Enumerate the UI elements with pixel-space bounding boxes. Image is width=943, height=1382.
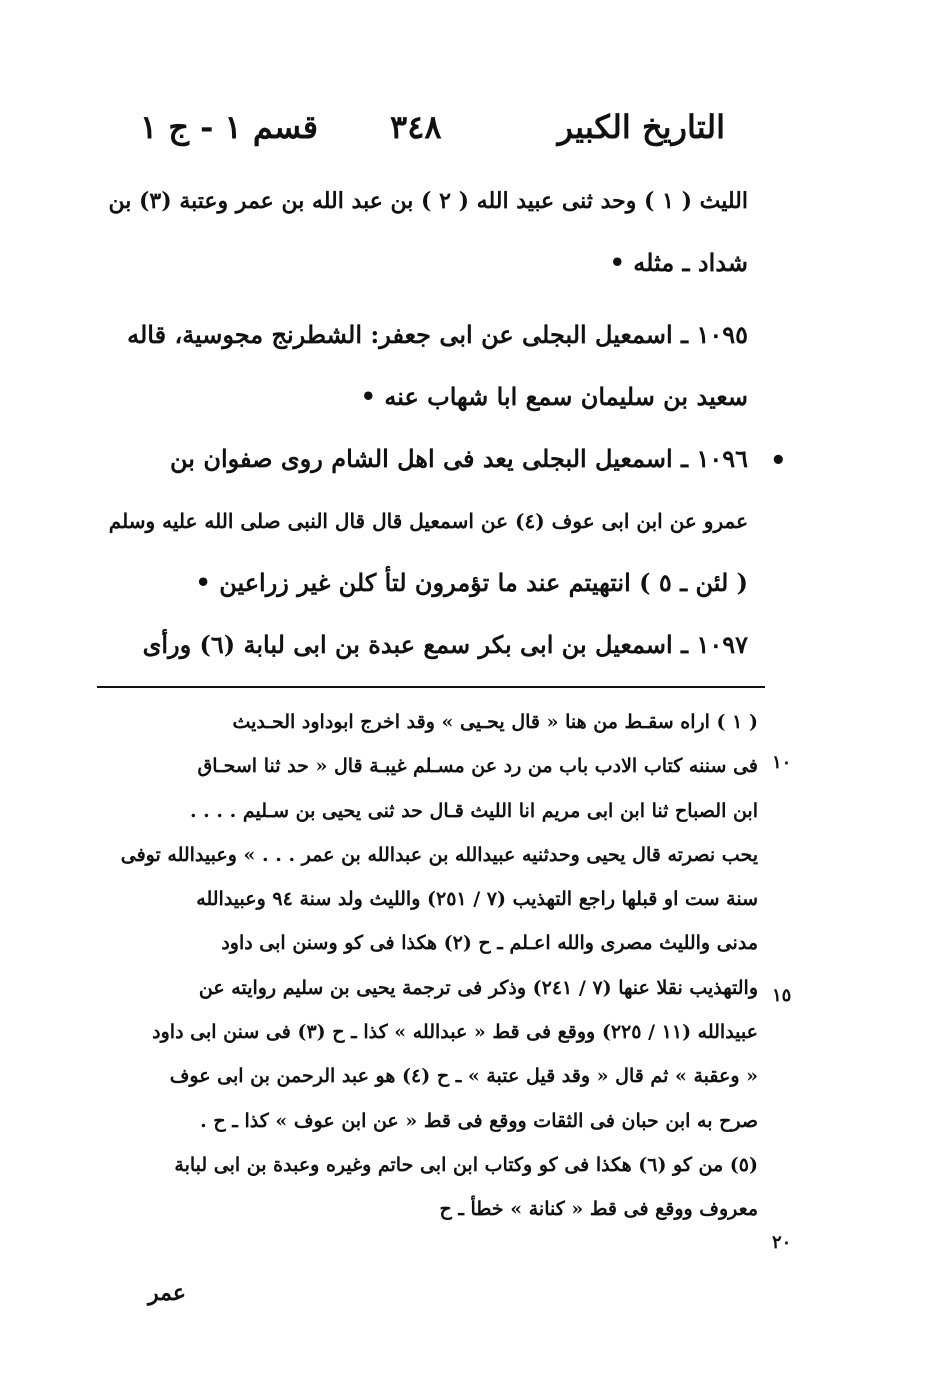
footnote-line: ابن الصباح ثنا ابن ابى مريم انا الليث قـال حد ثنى يحيى بن سـليم . . . .	[189, 799, 758, 822]
footnote-line: فى سننه كتاب الادب باب من رد عن مسـلم غيبـة قال « حد ثنا اسحـاق	[197, 755, 758, 778]
footnote-line: (٥) من كو (٦) هكذا فى كو وكتاب ابن ابى حاتم وغيره وعبدة بن ابى لبابة	[174, 1153, 758, 1176]
margin-line-number: ٢٠	[772, 1232, 792, 1253]
margin-bullet: •	[770, 446, 787, 476]
footnote-line: سنة ست او قبلها راجع التهذيب (٧ / ٢٥١) والليث ولد سنة ٩٤ وعبيدالله	[196, 888, 758, 911]
catchword: عمر	[148, 1280, 186, 1306]
page-number: ٣٤٨	[390, 108, 442, 146]
margin-line-number: ١٠	[772, 752, 792, 773]
main-line: عمرو عن ابن ابى عوف (٤) عن اسمعيل قال قال النبى صلى الله عليه وسلم	[108, 509, 748, 533]
main-text	[108, 170, 748, 676]
main-line: شداد ـ مثله •	[609, 248, 748, 277]
part-volume: قسم ١ - ج ١	[140, 108, 319, 146]
footnote-divider	[97, 686, 765, 688]
margin-line-number: ١٥	[772, 985, 792, 1006]
page-header	[140, 108, 725, 158]
entry-1095: ١٠٩٥ ـ اسمعيل البجلى عن ابى جعفر: الشطرنج مجوسية، قاله	[127, 320, 748, 349]
main-line: ( لئن ـ ٥ ) انتهيتم عند ما تؤمرون لتأ كلن غير زراعين •	[195, 568, 748, 597]
footnote-line: صرح به ابن حبان فى الثقات ووقع فى قط « عن ابن عوف » كذا ـ ح .	[200, 1109, 758, 1132]
footnotes	[108, 700, 758, 1232]
entry-1097: ١٠٩٧ ـ اسمعيل بن ابى بكر سمع عبدة بن ابى لبابة (٦) ورأى	[142, 630, 748, 659]
main-line: سعيد بن سليمان سمع ابا شهاب عنه •	[360, 382, 748, 411]
footnote-line: « وعقبة » ثم قال « وقد قيل عتبة » ـ ح (٤) هو عبد الرحمن بن ابى عوف	[169, 1065, 758, 1088]
footnote-line: عبيدالله (١١ / ٢٢٥) ووقع فى قط « عبدالله » كذا ـ ح (٣) فى سنن ابى داود	[152, 1021, 758, 1044]
footnote-line: مدنى والليث مصرى والله اعـلم ـ ح (٢) هكذا فى كو وسنن ابى داود	[221, 932, 758, 955]
main-line: الليث ( ١ ) وحد ثنى عبيد الله ( ٢ ) بن عبد الله بن عمر وعتبة (٣) بن	[108, 188, 748, 214]
footnote-line: معروف ووقع فى قط « كنانة » خطأ ـ ح	[439, 1198, 758, 1221]
book-title: التاريخ الكبير	[557, 108, 725, 146]
footnote-line: والتهذيب نقلا عنها (٧ / ٢٤١) وذكر فى ترجمة يحيى بن سليم روايته عن	[198, 976, 758, 999]
footnote-line: ( ١ ) اراه سقـط من هنا « قال يحـيى » وقد اخرج ابوداود الحـديث	[232, 711, 758, 733]
entry-1096: ١٠٩٦ ـ اسمعيل البجلى يعد فى اهل الشام روى صفوان بن	[170, 444, 748, 473]
footnote-line: يحب نصرته قال يحيى وحدثنيه عبيدالله بن عبدالله بن عمر . . . » وعبيدالله توفى	[120, 843, 758, 866]
